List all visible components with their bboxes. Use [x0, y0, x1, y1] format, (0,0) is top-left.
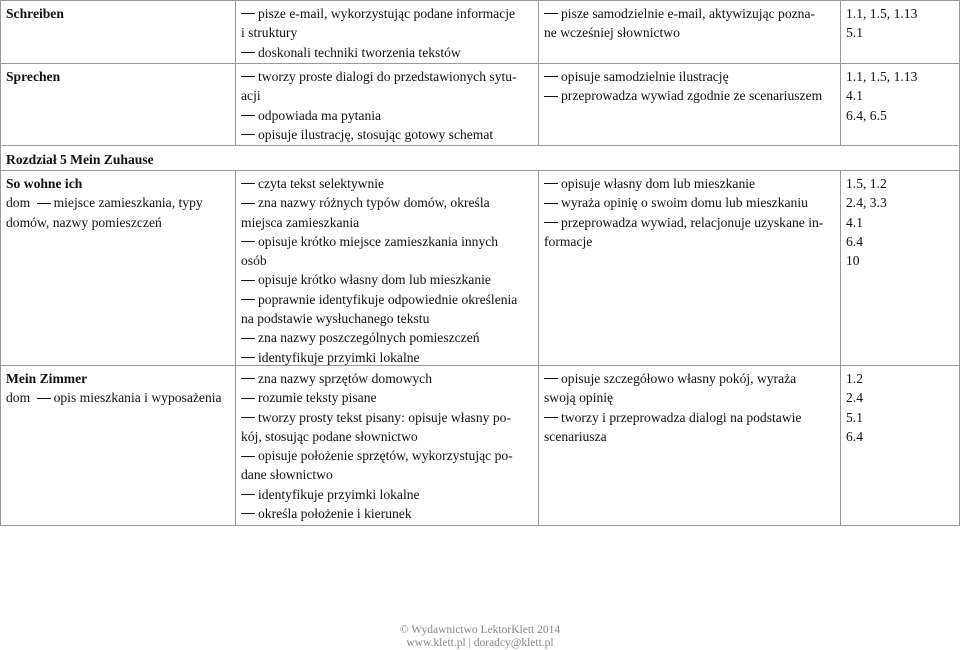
requirement-item: przeprowadza wywiad, relacjonuje uzyskane in- [544, 213, 839, 232]
curriculum-ref: 1.5, 1.2 [846, 176, 887, 191]
curriculum-ref: 2.4 [846, 390, 863, 406]
requirement-item: i struktury [241, 25, 298, 41]
requirement-item: formacje [544, 233, 593, 249]
column-divider [0, 0, 1, 526]
curriculum-ref: 6.4, 6.5 [846, 107, 887, 123]
topic-title: Mein Zimmer [6, 371, 88, 386]
requirement-item: opisuje szczegółowo własny pokój, wyraża [544, 369, 839, 388]
curriculum-ref: 2.4, 3.3 [846, 195, 887, 211]
curriculum-ref: 1.1, 1.5, 1.13 [846, 69, 918, 84]
extended-requirements-cell [544, 369, 839, 446]
requirement-item: opisuje położenie sprzętów, wykorzystując po- [241, 446, 537, 465]
requirement-item: czyta tekst selektywnie [241, 174, 537, 193]
curriculum-ref: 6.4 [846, 428, 863, 444]
footer-copyright: © Wydawnictwo LektorKlett 2014 [399, 624, 561, 636]
extended-requirements-cell [544, 67, 839, 106]
requirement-item: tworzy i przeprowadza dialogi na podstawie [544, 408, 839, 427]
requirement-item: zna nazwy różnych typów domów, określa [241, 193, 537, 212]
requirement-item: pisze e-mail, wykorzystując podane informacje [241, 4, 537, 23]
requirement-item: opisuje własny dom lub mieszkanie [544, 174, 839, 193]
column-divider [538, 170, 539, 526]
topic-title: Sprechen [6, 69, 61, 84]
curriculum-ref: 5.1 [846, 409, 863, 425]
requirement-item: na podstawie wysłuchanego tekstu [241, 311, 430, 327]
topic-cell-so-wohne-ich [6, 174, 232, 232]
column-divider [235, 0, 236, 146]
column-divider [538, 0, 539, 146]
column-divider [235, 170, 236, 526]
requirement-item: opisuje ilustrację, stosując gotowy schemat [241, 125, 537, 144]
requirement-item: zna nazwy poszczególnych pomieszczeń [241, 328, 537, 347]
requirement-item: identyfikuje przyimki lokalne [241, 348, 537, 367]
topic-detail: dom miejsce zamieszkania, typy [6, 195, 203, 211]
requirement-item: dane słownictwo [241, 467, 333, 483]
curriculum-ref: 10 [846, 253, 860, 269]
topic-title: Schreiben [6, 6, 64, 21]
curriculum-ref: 1.2 [846, 371, 863, 386]
table-border-bottom [0, 525, 960, 526]
row-divider [0, 170, 960, 171]
requirement-item: miejsca zamieszkania [241, 214, 360, 230]
table-border-top [0, 0, 960, 1]
requirement-item: tworzy proste dialogi do przedstawionych sytu- [241, 67, 537, 86]
curriculum-ref: 6.4 [846, 233, 863, 249]
curriculum-refs-cell [846, 174, 958, 270]
requirement-item: rozumie teksty pisane [241, 388, 537, 407]
requirement-item: acji [241, 88, 261, 104]
curriculum-ref: 1.1, 1.5, 1.13 [846, 6, 918, 21]
requirement-item: scenariusza [544, 428, 607, 444]
requirement-item: opisuje samodzielnie ilustrację [544, 67, 839, 86]
curriculum-ref: 4.1 [846, 214, 863, 230]
topic-cell-schreiben [6, 4, 232, 23]
requirement-item: poprawnie identyfikuje odpowiednie określenia [241, 290, 537, 309]
column-divider [840, 0, 841, 146]
topic-title: So wohne ich [6, 176, 83, 191]
curriculum-ref: 5.1 [846, 25, 863, 41]
basic-requirements-cell [241, 4, 537, 62]
basic-requirements-cell [241, 174, 537, 367]
requirement-item: doskonali techniki tworzenia tekstów [241, 43, 537, 62]
row-divider [0, 63, 960, 64]
basic-requirements-cell [241, 369, 537, 523]
curriculum-refs-cell [846, 369, 958, 446]
curriculum-refs-cell [846, 67, 958, 125]
footer-links[interactable]: www.klett.pl | doradcy@klett.pl [406, 637, 554, 649]
requirement-item: ne wcześniej słownictwo [544, 25, 680, 41]
requirement-item: odpowiada ma pytania [241, 106, 537, 125]
requirement-item: pisze samodzielnie e-mail, aktywizując pozna- [544, 4, 839, 23]
requirement-item: przeprowadza wywiad zgodnie ze scenariuszem [544, 86, 839, 105]
curriculum-refs-cell [846, 4, 958, 43]
topic-cell-sprechen [6, 67, 232, 86]
requirement-item: opisuje krótko miejsce zamieszkania innych [241, 232, 537, 251]
section-heading: Rozdział 5 Mein Zuhause [6, 152, 154, 167]
row-divider [0, 145, 960, 146]
curriculum-ref: 4.1 [846, 88, 863, 104]
topic-detail: domów, nazwy pomieszczeń [6, 214, 162, 230]
requirement-item: identyfikuje przyimki lokalne [241, 485, 537, 504]
extended-requirements-cell [544, 174, 839, 251]
requirement-item: kój, stosując podane słownictwo [241, 428, 418, 444]
topic-cell-mein-zimmer [6, 369, 232, 408]
requirement-item: osób [241, 253, 267, 269]
extended-requirements-cell [544, 4, 839, 43]
requirement-item: opisuje krótko własny dom lub mieszkanie [241, 270, 537, 289]
column-divider [840, 170, 841, 526]
requirement-item: swoją opinię [544, 390, 614, 406]
requirement-item: wyraża opinię o swoim domu lub mieszkaniu [544, 193, 839, 212]
requirement-item: tworzy prosty tekst pisany: opisuje własny po- [241, 408, 537, 427]
requirement-item: określa położenie i kierunek [241, 504, 537, 523]
topic-detail: dom opis mieszkania i wyposażenia [6, 390, 222, 406]
basic-requirements-cell [241, 67, 537, 144]
requirement-item: zna nazwy sprzętów domowych [241, 369, 537, 388]
